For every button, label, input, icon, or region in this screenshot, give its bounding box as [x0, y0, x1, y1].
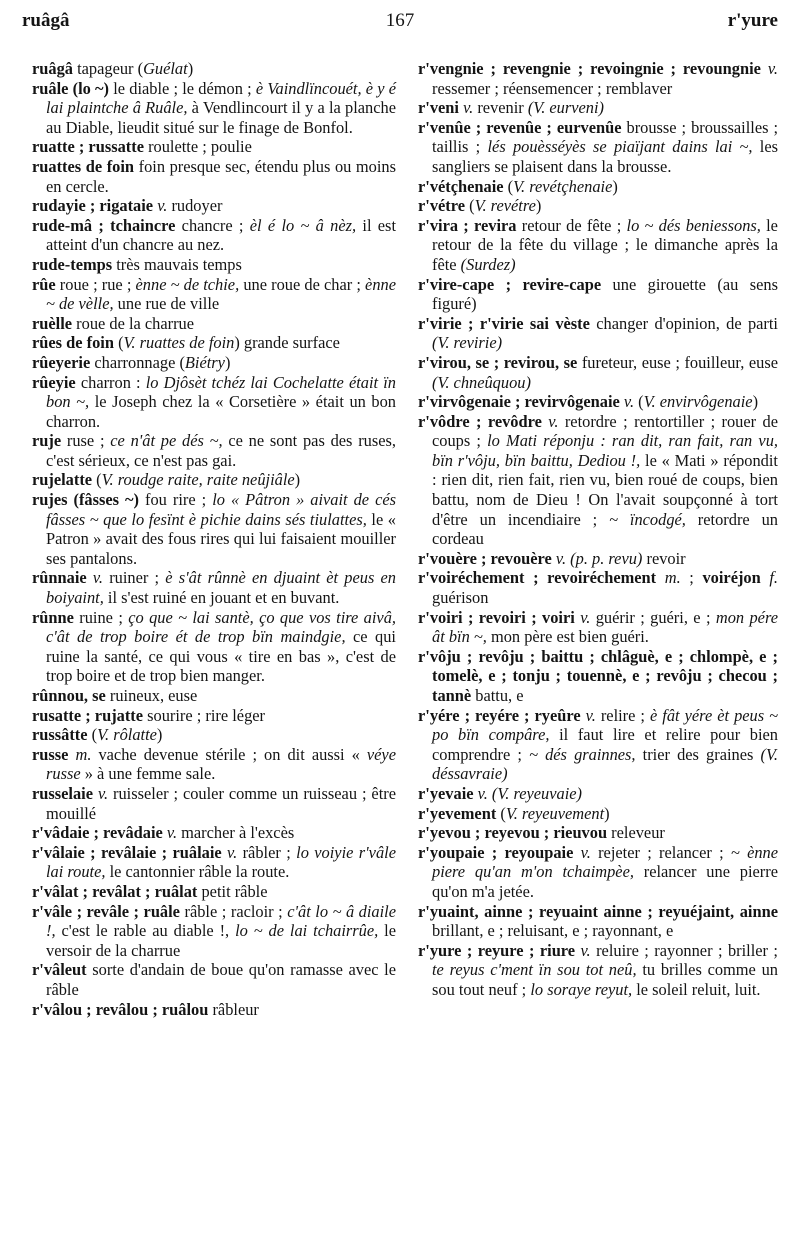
dictionary-entry [418, 784, 778, 804]
entry-text: râbler ; [237, 842, 297, 862]
entry-text: c'est le rable au diable !, [55, 921, 236, 941]
entry-text: ruine ; [73, 607, 129, 627]
entry-italic-text: ço que ~ lai santè, ço que vos tire aivâ, c'ât de trop boire ét de trop bïn maindgie, [46, 607, 396, 647]
entry-text: ) [294, 470, 301, 490]
entry-headword: rujes (fâsses ~) [32, 490, 140, 510]
entry-text: ( [87, 725, 98, 745]
dictionary-entry [418, 353, 778, 392]
entry-text: une girouette (au sens figuré) [432, 274, 778, 314]
entry-headword: rusatte ; rujatte [32, 705, 144, 725]
entry-headword: rûnnaie [32, 568, 87, 588]
dictionary-entry [32, 686, 396, 706]
entry-text: petit râble [197, 881, 268, 901]
entry-text: le cantonnier râble la route. [105, 862, 290, 882]
entry-text: ) [224, 352, 231, 372]
dictionary-entry [418, 902, 778, 941]
entry-italic-text: f. [769, 568, 779, 588]
entry-italic-text: (V. chneûquou) [432, 372, 531, 392]
dictionary-entry [32, 823, 396, 843]
entry-text: sorte d'andain de boue qu'on ramasse avec le râble [46, 960, 396, 999]
entry-text: retordre un cordeau [432, 509, 778, 549]
entry-text: trier des graines [635, 744, 761, 764]
dictionary-entry [32, 843, 396, 882]
dictionary-entry [418, 275, 778, 314]
dictionary-entry [418, 118, 778, 177]
dictionary-entry [418, 549, 778, 569]
header-first-entry: ruâgâ [22, 10, 70, 31]
dictionary-entry [32, 745, 396, 784]
entry-italic-text: V. ruattes de foin [123, 333, 235, 353]
entry-text: le Joseph chez la « Corsetière » était un bon charron. [46, 392, 396, 431]
entry-text: le « Patron » avait des fous rires qui lui faisaient mouiller ses pantalons. [46, 509, 396, 568]
entry-italic-text: lo Mati réponju : ran dit, ran fait, ran vu, bïn r'vôju, bïn baittu, Dediou !, [432, 431, 778, 470]
entry-text: relancer une pierre qu'on m'a jetée. [432, 862, 778, 901]
entry-headword: r'yére ; reyére ; ryeûre [418, 705, 581, 725]
entry-italic-text: lés pouèsséyès se piaïjant dains lai ~, [487, 137, 753, 157]
dictionary-entry [418, 196, 778, 216]
entry-headword: r'vôju ; revôju ; baittu ; chlâguè, e ; chlompè, e ; tomelè, e ; tonju ; touennè, e ; revôju ; checou ; tannè [418, 646, 778, 705]
dictionary-entry [32, 255, 396, 275]
dictionary-entry [32, 333, 396, 353]
entry-italic-text: ènne ~ de tchie, [135, 274, 240, 294]
dictionary-entry [32, 706, 396, 726]
entry-italic-text: m. [664, 568, 681, 588]
entry-text: ( [92, 470, 102, 490]
entry-text: ( [634, 392, 644, 412]
entry-text: il est atteint d'un chancre au nez. [46, 215, 396, 255]
entry-italic-text: V. rôlatte [97, 725, 157, 745]
entry-text: ruiner ; [103, 568, 166, 588]
dictionary-entry [418, 823, 778, 843]
entry-italic-text: v. (V. reyeuvaie) [477, 783, 582, 803]
dictionary-entry [32, 353, 396, 373]
dictionary-entry [418, 412, 778, 549]
entry-text: retour de fête ; [516, 215, 627, 235]
entry-headword: r'virvôgenaie ; revirvôgenaie [418, 392, 620, 412]
entry-headword: r'yevou ; reyevou ; rieuvou [418, 823, 608, 843]
entry-text: revenir [473, 98, 528, 118]
dictionary-entry [418, 647, 778, 706]
dictionary-entry [418, 941, 778, 1000]
entry-text: marcher à l'excès [177, 823, 295, 843]
entry-italic-text: lo ~ de lai tchairrûe, [235, 921, 379, 941]
entry-text: une rue de ville [113, 294, 220, 314]
dictionary-entry [418, 568, 778, 607]
dictionary-entry [32, 137, 396, 157]
entry-italic-text: v. [166, 823, 178, 843]
left-column [32, 59, 396, 1019]
entry-text: fureteur, euse ; fouilleur, euse [577, 352, 778, 372]
dictionary-entry [32, 196, 396, 216]
entry-text: ) [612, 176, 618, 196]
entry-text: guérison [432, 588, 489, 608]
entry-text: il s'est ruiné en jouant et en buvant. [103, 588, 340, 608]
entry-italic-text: V. revétçhenaie [513, 176, 613, 196]
entry-headword: r'vira ; revira [418, 215, 517, 235]
dictionary-entry [32, 79, 396, 138]
dictionary-entry [418, 98, 778, 118]
entry-headword: r'virou, se ; revirou, se [418, 352, 578, 372]
entry-headword: rûeyerie [32, 352, 91, 372]
page-header [22, 10, 778, 40]
entry-headword: ruatte ; russatte [32, 137, 144, 157]
entry-text [761, 59, 768, 78]
dictionary-entry [418, 177, 778, 197]
entry-text: tapageur ( [72, 59, 144, 78]
entry-text: le retour de la fête du village ; le dimanche après la fête [432, 215, 778, 274]
entry-italic-text: v. [157, 196, 168, 216]
entry-text: roue ; rue ; [55, 274, 136, 294]
entry-headword: rude-temps [32, 254, 113, 274]
dictionary-entry [32, 568, 396, 607]
entry-headword: rûe [32, 274, 56, 294]
entry-text: vache devenue stérile ; on dit aussi « [91, 744, 367, 764]
dictionary-entry [32, 157, 396, 196]
entry-text: reluire ; rayonner ; briller ; [590, 940, 778, 960]
entry-italic-text: v. [767, 59, 778, 78]
entry-italic-text: (Surdez) [460, 254, 516, 274]
entry-text: il faut lire et relire pour bien comprendre ; [432, 725, 779, 764]
entry-headword: r'yuaint, ainne ; reyuaint ainne ; reyuéjaint, ainne [418, 901, 778, 921]
entry-text: roue de la charrue [72, 313, 195, 333]
entry-italic-text: v. [585, 705, 596, 725]
entry-text: ) [535, 196, 542, 216]
entry-italic-text: véye russe [46, 744, 396, 784]
entry-italic-text: v. [97, 783, 109, 803]
entry-headword: r'veni [418, 98, 459, 118]
entry-text: ) [752, 392, 759, 412]
entry-text: roulette ; poulie [143, 137, 252, 157]
dictionary-entry [32, 960, 396, 999]
entry-headword: russâtte [32, 725, 88, 745]
entry-italic-text: v. [580, 940, 591, 960]
entry-italic-text: v. [463, 98, 474, 118]
entry-headword: r'yure ; reyure ; riure [418, 940, 576, 960]
entry-text: ruineux, euse [105, 686, 198, 705]
entry-text: releveur [607, 823, 665, 843]
entry-headword: rudayie ; rigataie [32, 196, 154, 216]
entry-headword: ruattes de foin [32, 156, 135, 176]
entry-text: ce qui ruine la santé, ce qui vous « tire en bas », c'est de trop boire et de trop bien manger. [46, 627, 396, 686]
entry-italic-text: V. revétre [474, 196, 536, 216]
entry-text: râble ; racloir ; [179, 901, 288, 921]
entry-headword: r'yevaie [418, 783, 474, 803]
entry-italic-text: Guélat [143, 59, 188, 78]
entry-text: le « Mati » répondit : rien dit, rien fait, rien vu, bien roué de coups, bien battu, nom de Dieu ! On l'avait soupçonné à tort d'être un incendiaire ; [432, 450, 778, 529]
entry-text: ce ne sont pas des ruses, c'est sérieux, ce n'est pas gai. [46, 431, 396, 470]
entry-italic-text: (V. eurveni) [527, 98, 605, 118]
entry-italic-text: c'ât lo ~ â diaile !, [46, 901, 397, 941]
entry-text: battu, e [471, 686, 524, 705]
right-column [418, 59, 778, 1000]
entry-headword: rujelatte [32, 470, 93, 490]
dictionary-entry [418, 843, 778, 902]
entry-headword: ruje [32, 431, 62, 451]
dictionary-entry [32, 431, 396, 470]
entry-text: ) [156, 725, 163, 745]
dictionary-entry [32, 373, 396, 432]
entry-italic-text: ce n'ât pe dés ~, [110, 431, 223, 451]
entry-italic-text: V. roudge raite, raite neûjiâle [101, 470, 295, 490]
entry-text: le soleil reluit, luit. [632, 979, 761, 999]
entry-text: le diable ; le démon ; [109, 78, 256, 98]
dictionary-entry [32, 314, 396, 334]
entry-text: foin presque sec, étendu plus ou moins en cercle. [46, 156, 396, 196]
entry-text: relire ; [595, 705, 651, 725]
entry-italic-text: te reyus c'ment ïn sou tot neû, [432, 960, 637, 980]
entry-headword: r'vétre [418, 196, 466, 216]
entry-text: revoir [642, 548, 686, 568]
dictionary-entry [418, 216, 778, 275]
entry-italic-text: lo Djôsèt tchéz lai Cochelatte était ïn bon ~, [46, 372, 396, 412]
entry-headword: r'vâlou ; revâlou ; ruâlou [32, 999, 209, 1019]
entry-headword: r'vétçhenaie [418, 176, 504, 196]
entry-headword: r'venûe ; revenûe ; eurvenûe [418, 117, 622, 137]
entry-headword: r'vâlat ; revâlat ; ruâlat [32, 881, 198, 901]
dictionary-entry [32, 490, 396, 568]
entry-italic-text: lo voiyie r'vâle lai route, [46, 842, 396, 882]
entry-text: très mauvais temps [112, 254, 242, 274]
entry-text: brillant, e ; reluisant, e ; rayonnant, e [432, 921, 674, 941]
entry-italic-text: ~ ïncodgé, [609, 509, 686, 529]
entry-headword: rûes de foin [32, 333, 114, 353]
entry-text: rudoyer [167, 196, 223, 216]
entry-italic-text: è fât yére èt peus ~ po bïn compâre, [432, 705, 779, 745]
entry-headword: russelaie [32, 783, 94, 803]
entry-italic-text: ~ ènne piere qu'an m'on tchaimpèe, [432, 842, 779, 882]
entry-text: ( [496, 803, 506, 823]
entry-headword: rude-mâ ; tchaincre [32, 215, 176, 235]
entry-text: les sangliers se plaisent dans la brousse. [432, 137, 778, 176]
entry-italic-text: è s'ât rûnnè en djuaint èt peus en boiyaint, [46, 568, 397, 608]
dictionary-entry [418, 804, 778, 824]
entry-headword: r'vâle ; revâle ; ruâle [32, 901, 180, 921]
entry-headword: r'vouère ; revouère [418, 548, 552, 568]
entry-italic-text: ~ dés grainnes, [529, 744, 636, 764]
entry-text: ) grande surface [234, 333, 340, 353]
entry-headword: r'vôdre ; revôdre [418, 411, 542, 431]
dictionary-entry [32, 216, 396, 255]
entry-italic-text: v. [227, 842, 238, 862]
entry-text: fou rire ; [139, 490, 213, 510]
entry-text: tu brilles comme un sou tout neuf ; [432, 960, 778, 999]
entry-italic-text: lo soraye reyut, [530, 979, 633, 999]
entry-headword: ruèlle [32, 313, 73, 333]
entry-headword: r'yevement [418, 803, 497, 823]
entry-text: changer d'opinion, de parti [589, 313, 778, 333]
entry-text: ( [113, 333, 124, 353]
entry-italic-text: è Vaindlïncouét, è y é lai plaintche â Ruâle, [46, 78, 396, 118]
entry-text: ) [604, 803, 610, 823]
dictionary-entry [418, 59, 778, 98]
entry-text: rejeter ; relancer ; [590, 842, 731, 862]
entry-italic-text: v. (p. p. revu) [555, 548, 643, 568]
entry-italic-text: v. [580, 842, 591, 862]
entry-italic-text: V. envirvôgenaie [643, 392, 753, 412]
dictionary-entry [418, 314, 778, 353]
dictionary-entry [32, 1000, 396, 1020]
entry-italic-text: Biétry [184, 352, 225, 372]
entry-text [656, 568, 665, 587]
entry-text: ruisseler ; couler comme un ruisseau ; être mouillé [46, 783, 396, 823]
dictionary-entry [32, 470, 396, 490]
entry-headword: r'voiri ; revoiri ; voiri [418, 607, 575, 627]
entry-italic-text: v. [92, 568, 104, 588]
entry-text [573, 843, 580, 862]
dictionary-entry [32, 608, 396, 686]
dictionary-entry [418, 706, 778, 784]
dictionary-entry [32, 882, 396, 902]
entry-text: ; [680, 568, 703, 588]
dictionary-entry [418, 608, 778, 647]
entry-headword: r'vâlaie ; revâlaie ; ruâlaie [32, 842, 222, 862]
dictionary-entry [32, 784, 396, 823]
entry-headword: r'vire-cape ; revire-cape [418, 274, 602, 294]
entry-italic-text: ènne ~ de vèlle, [46, 274, 396, 314]
entry-text: ( [503, 176, 514, 196]
entry-text: mon père est bien guéri. [486, 627, 649, 647]
entry-italic-text: v. [623, 392, 635, 412]
dictionary-entry [418, 392, 778, 412]
entry-headword: r'virie ; r'virie sai vèste [418, 313, 590, 333]
entry-text: charron : [75, 372, 146, 392]
entry-headword: r'youpaie ; reyoupaie [418, 842, 574, 862]
entry-italic-text: (V. déssavraie) [432, 744, 778, 784]
entry-headword: russe [32, 744, 69, 764]
header-last-entry: r'yure [727, 10, 778, 31]
entry-italic-text: èl é lo ~ â nèz, [249, 215, 357, 235]
entry-text: » à une femme sale. [80, 764, 216, 784]
entry-italic-text: v. [580, 607, 591, 627]
entry-headword: r'vâleut [32, 960, 87, 980]
entry-headword: voiréjon [702, 568, 761, 588]
entry-headword: rûnne [32, 607, 74, 627]
entry-headword: r'vâdaie ; revâdaie [32, 823, 163, 843]
entry-text: chancre ; [175, 215, 250, 235]
entry-headword: rûeyie [32, 372, 76, 392]
entry-text: ( [465, 196, 475, 216]
dictionary-entry [32, 59, 396, 79]
dictionary-entry [32, 902, 396, 961]
dictionary-entry [32, 725, 396, 745]
entry-text: brousse ; broussailles ; taillis ; [432, 117, 778, 157]
entry-headword: rûnnou, se [32, 686, 106, 705]
entry-text: ressemer ; réensemencer ; remblaver [432, 78, 673, 98]
entry-text: râbleur [208, 999, 259, 1019]
entry-text: une roue de char ; [239, 274, 366, 294]
entry-text: charronnage ( [90, 352, 185, 372]
dictionary-entry [32, 275, 396, 314]
entry-italic-text: v. [548, 411, 559, 431]
entry-italic-text: mon pére ât bïn ~, [432, 607, 778, 647]
entry-headword: ruâle (lo ~) [32, 78, 110, 98]
entry-text: guérir ; guéri, e ; [590, 607, 716, 627]
entry-text: sourire ; rire léger [143, 705, 266, 725]
entry-headword: r'vengnie ; revengnie ; revoingnie ; revoungnie [418, 59, 761, 78]
entry-italic-text: m. [75, 744, 92, 764]
entry-text: ruse ; [61, 431, 111, 451]
entry-italic-text: V. reyeuvement [505, 803, 605, 823]
entry-text: le versoir de la charrue [46, 921, 396, 960]
entry-text: ) [187, 59, 194, 78]
entry-text: à Vendlincourt il y a la planche au Diable, lieudit situé sur le finage de Bonfol. [46, 98, 396, 137]
page-number: 167 [385, 10, 415, 31]
entry-headword: ruâgâ [32, 59, 73, 78]
entry-headword: r'voiréchement ; revoiréchement [418, 568, 657, 588]
entry-italic-text: lo ~ dés beniessons, [626, 215, 761, 235]
entry-italic-text: (V. revirie) [432, 333, 503, 353]
entry-italic-text: lo « Pâtron » aivait de cés fâsses ~ que lo fesïnt è pichie dains sés tiulattes, [46, 490, 396, 529]
entry-text: retordre ; rentortiller ; rouer de coups ; [432, 411, 778, 451]
